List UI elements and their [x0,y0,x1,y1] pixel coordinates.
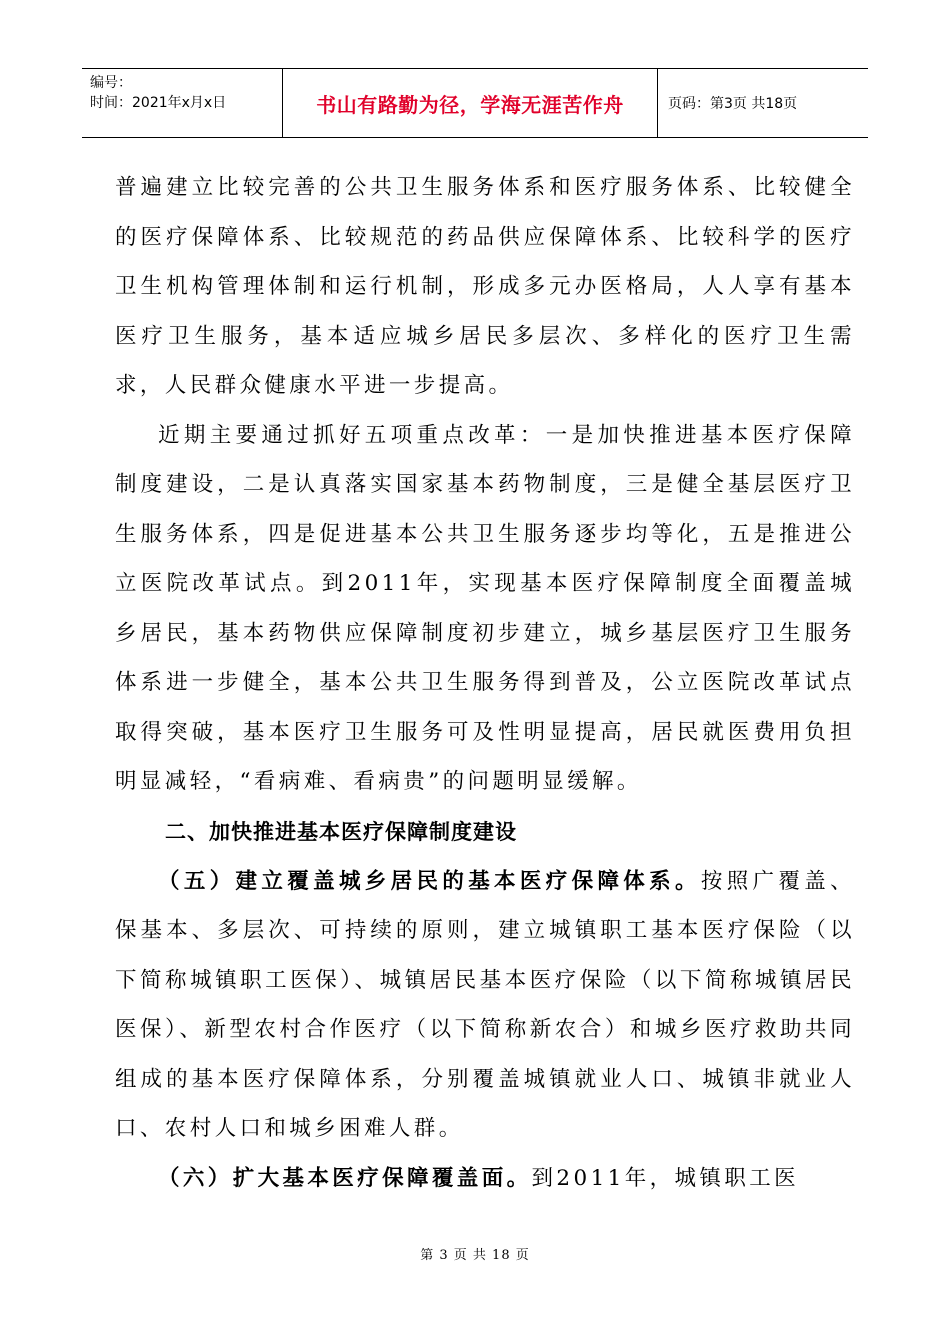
document-header [82,68,868,138]
paragraph-goals: 普遍建立比较完善的公共卫生服务体系和医疗服务体系、比较健全的医疗保障体系、比较规范的药品供应保障体系、比较科学的医疗卫生机构管理体制和运行机制，形成多元办医格局，人人享有基本医疗卫生服务，基本适应城乡居民多层次、多样化的医疗卫生需求，人民群众健康水平进一步提高。 [115,175,855,398]
item-six-body: 到2011年，城镇职工医 [531,1165,800,1191]
paragraph-item-six [115,1154,855,1204]
page-footer: 第 3 页 共 18 页 [420,1248,530,1263]
header-motto: 书山有路勤为径，学海无涯苦作舟 [282,69,658,137]
item-five-body: 按照广覆盖、保基本、多层次、可持续的原则，建立城镇职工基本医疗保险（以下简称城镇职工医保）、城镇居民基本医疗保险（以下简称城镇居民医保）、新型农村合作医疗（以下简称新农合）和城乡医疗救助共同组成的基本医疗保障体系，分别覆盖城镇就业人口、城镇非就业人口、农村人口和城乡困难人群。 [115,868,855,1141]
section-heading: 二、加快推进基本医疗保障制度建设 [165,819,517,844]
document-number-label: 编号： [90,75,132,91]
item-six-lead: （六）扩大基本医疗保障覆盖面。 [158,1165,532,1191]
paragraph-item-five [115,857,855,1154]
document-body [115,163,855,1203]
paragraph-key-reforms: 近期主要通过抓好五项重点改革：一是加快推进基本医疗保障制度建设，二是认真落实国家基本药物制度，三是健全基层医疗卫生服务体系，四是促进基本公共卫生服务逐步均等化，五是推进公立医院改革试点。到2011年，实现基本医疗保障制度全面覆盖城乡居民，基本药物供应保障制度初步建立，城乡基层医疗卫生服务体系进一步健全，基本公共卫生服务得到普及，公立医院改革试点取得突破，基本医疗卫生服务可及性明显提高，居民就医费用负担明显减轻，“看病难、看病贵”的问题明显缓解。 [115,422,855,794]
header-page-info: 页码：第3页 共18页 [668,96,798,112]
item-five-lead: （五）建立覆盖城乡居民的基本医疗保障体系。 [158,868,701,894]
header-meta [82,69,282,137]
document-time-label: 时间：2021年x月x日 [90,95,227,111]
